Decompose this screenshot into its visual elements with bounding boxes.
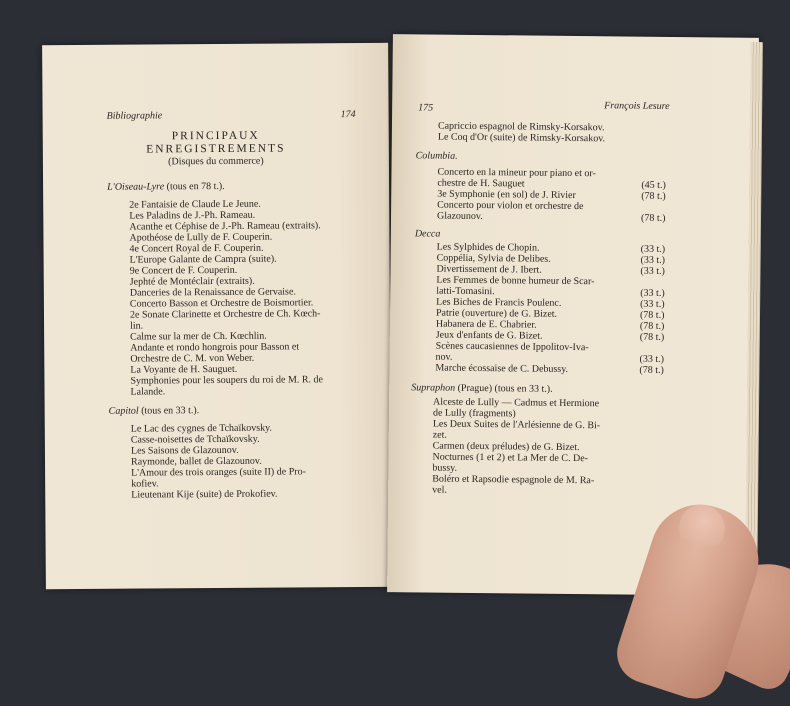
list-item: Raymonde, ballet de Glazounov.: [130, 455, 262, 468]
list-item: Casse-noisettes de Tchaïkovsky.: [130, 433, 260, 446]
list-item: Coppélia, Sylvia de Delibes.: [436, 252, 551, 265]
list-item: Les Deux Suites de l'Arlésienne de G. Bi-: [432, 418, 601, 432]
right-page-number: 175: [418, 102, 434, 114]
right-running-head: François Lesure: [604, 100, 670, 113]
list-item: chestre de H. Sauguet: [437, 177, 525, 190]
list-item: Concerto Basson et Orchestre de Boismortier.: [129, 297, 314, 310]
list-item: latti-Tomasini.: [436, 285, 495, 298]
format-label: (78 t.): [639, 364, 664, 376]
format-label: (78 t.): [639, 331, 665, 343]
list-item: nov.: [435, 351, 453, 363]
list-item: Lalande.: [130, 386, 166, 398]
list-item: 9e Concert de F. Couperin.: [129, 264, 238, 277]
list-item: vel.: [432, 484, 447, 496]
list-item: L'Amour des trois oranges (suite II) de Pro-: [131, 466, 306, 479]
list-item: Patrie (ouverture) de G. Bizet.: [435, 307, 558, 320]
format-label: (78 t.): [641, 190, 666, 202]
list-item: Calme sur la mer de Ch. Kœchlin.: [130, 330, 267, 343]
list-item: Marche écossaise de C. Debussy.: [435, 362, 569, 375]
section-label-capitol: Capitol (tous en 33 t.).: [108, 405, 200, 417]
list-item: Nocturnes (1 et 2) et La Mer de C. De-: [432, 451, 589, 465]
list-item: Les Femmes de bonne humeur de Scar-: [436, 274, 595, 288]
format-label: (78 t.): [640, 212, 666, 224]
list-item: Les Saisons de Glazounov.: [130, 444, 239, 457]
section-label-supraphon: Supraphon (Prague) (tous en 33 t.).: [411, 382, 553, 395]
list-item: 3e Symphonie (en sol) de J. Rivier: [437, 188, 576, 202]
left-running-head: Bibliographie: [106, 110, 163, 122]
list-item: Boléro et Rapsodie espagnole de M. Ra-: [432, 473, 595, 487]
list-item: Jephté de Montéclair (extraits).: [129, 275, 255, 288]
format-label: (33 t.): [640, 298, 665, 310]
list-item: Glazounov.: [436, 210, 483, 223]
list-item: 4e Concert Royal de F. Couperin.: [129, 242, 264, 255]
list-item: Orchestre de C. M. von Weber.: [130, 352, 255, 365]
list-item: Apothéose de Lully de F. Couperin.: [129, 231, 273, 244]
list-item: de Lully (fragments): [432, 407, 516, 420]
format-label: (33 t.): [640, 287, 665, 299]
list-item: Symphonies pour les soupers du roi de M. R. de: [130, 374, 323, 387]
list-item: Capriccio espagnol de Rimsky-Korsakov.: [437, 120, 605, 134]
list-item: Scènes caucasiennes de Ippolitov-Iva-: [435, 340, 589, 354]
section-label-columbia: Columbia.: [415, 150, 458, 162]
list-item: lin.: [130, 320, 144, 332]
list-item: kofiev.: [131, 478, 159, 490]
list-item: Les Biches de Francis Poulenc.: [436, 296, 562, 309]
format-label: (33 t.): [640, 243, 666, 255]
format-label: (33 t.): [640, 254, 666, 266]
left-page-number: 174: [340, 109, 356, 121]
list-item: Habanera de E. Chabrier.: [435, 318, 537, 331]
format-label: (33 t.): [640, 265, 665, 277]
format-label: (33 t.): [639, 353, 665, 365]
list-item: Concerto pour violon et orchestre de: [437, 199, 584, 213]
list-item: 2e Fantaisie de Claude Le Jeune.: [129, 198, 261, 211]
list-item: Alceste de Lully — Cadmus et Hermione: [433, 396, 600, 410]
format-label: (45 t.): [641, 179, 666, 191]
page-title-line2: ENREGISTREMENTS: [146, 142, 286, 156]
list-item: Concerto en la mineur pour piano et or-: [437, 166, 596, 180]
list-item: Le Coq d'Or (suite) de Rimsky-Korsakov.: [437, 131, 606, 145]
list-item: La Voyante de H. Sauguet.: [130, 363, 238, 376]
list-item: Le Lac des cygnes de Tchaïkovsky.: [130, 422, 273, 435]
list-item: bussy.: [432, 462, 458, 474]
list-item: zet.: [432, 429, 447, 441]
list-item: Jeux d'enfants de G. Bizet.: [435, 329, 543, 342]
list-item: L'Europe Galante de Campra (suite).: [129, 253, 277, 266]
list-item: Danceries de la Renaissance de Gervaise.: [129, 286, 296, 299]
list-item: 2e Sonate Clarinette et Orchestre de Ch. Kœch-: [129, 308, 321, 321]
section-label-oiseau-lyre: L'Oiseau-Lyre (tous en 78 t.).: [107, 180, 225, 193]
format-label: (78 t.): [639, 309, 665, 321]
list-item: Les Sylphides de Chopin.: [436, 241, 540, 254]
list-item: Divertissement de J. Ibert.: [436, 263, 542, 276]
left-page: [42, 43, 392, 589]
list-item: Les Paladins de J.-Ph. Rameau.: [129, 209, 256, 222]
list-item: Lieutenant Kije (suite) de Prokofiev.: [131, 488, 278, 501]
list-item: Andante et rondo hongrois pour Basson et: [130, 341, 300, 354]
page-subtitle: (Disques du commerce): [168, 155, 264, 168]
list-item: Carmen (deux préludes) de G. Bizet.: [432, 440, 580, 454]
section-label-decca: Decca: [414, 228, 441, 240]
list-item: Acanthe et Céphise de J.-Ph. Rameau (extraits).: [129, 220, 321, 233]
page-title-line1: PRINCIPAUX: [171, 129, 260, 143]
format-label: (78 t.): [639, 320, 665, 332]
